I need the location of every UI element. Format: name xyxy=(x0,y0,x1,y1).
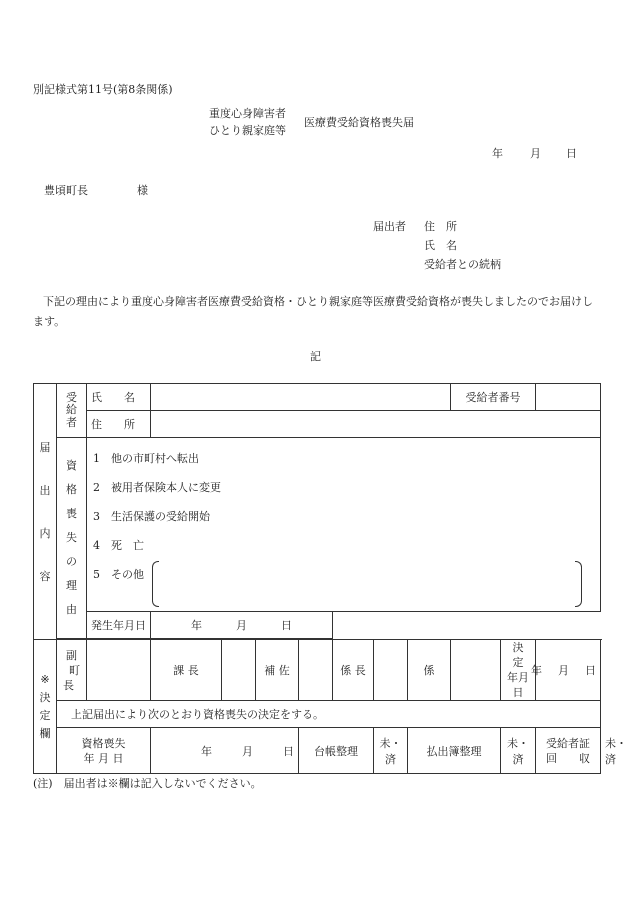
addressee: 豊頃町長 xyxy=(44,184,88,197)
payment-ledger-status[interactable]: 未・済 xyxy=(501,728,536,774)
section-label: 届 出 内 容 xyxy=(34,384,57,640)
vice-mayor-stamp[interactable] xyxy=(87,640,151,701)
loss-date-field[interactable]: 年 月 日 xyxy=(151,728,299,774)
address-field[interactable] xyxy=(151,411,601,438)
staff-stamp[interactable] xyxy=(451,640,501,701)
name-field[interactable] xyxy=(151,384,451,411)
subsection-chief-label: 係 長 xyxy=(333,640,374,701)
recipient-label: 受 給 者 xyxy=(57,384,87,438)
page-title: 医療費受給資格喪失届 xyxy=(304,116,414,129)
staff-label: 係 xyxy=(408,640,451,701)
date-month: 月 xyxy=(530,147,541,160)
reason-item[interactable]: 2 被用者保険本人に変更 xyxy=(93,481,221,494)
title-line2: ひとり親家庭等 xyxy=(209,124,286,137)
notifier-relation-label: 受給者との続柄 xyxy=(424,258,501,271)
ledger-label: 台帳整理 xyxy=(299,728,374,774)
section-chief-stamp[interactable] xyxy=(222,640,256,701)
reason-label: 資 格 喪 失 の 理 由 xyxy=(57,438,87,639)
section-chief-label: 課 長 xyxy=(151,640,222,701)
date-year: 年 xyxy=(492,147,503,160)
ledger-status[interactable]: 未・済 xyxy=(374,728,408,774)
vice-mayor-label: 副 町 長 xyxy=(57,640,87,701)
name-label: 氏 名 xyxy=(87,384,151,411)
reason-item[interactable]: 1 他の市町村へ転出 xyxy=(93,452,199,465)
recipient-number-label: 受給者番号 xyxy=(451,384,536,411)
payment-ledger-label: 払出簿整理 xyxy=(408,728,501,774)
address-label: 住 所 xyxy=(87,411,151,438)
notifier-name-label: 氏 名 xyxy=(424,239,457,252)
decision-text: 上記届出により次のとおり資格喪失の決定をする。 xyxy=(57,701,601,728)
decision-date-field[interactable]: 年 月 日 xyxy=(536,640,601,701)
blank-cell xyxy=(333,612,601,639)
cert-return-label: 受給者証 回 収 xyxy=(536,728,601,774)
occurrence-date-label: 発生年月日 xyxy=(87,612,151,639)
reason-item[interactable]: 4 死 亡 xyxy=(93,539,144,552)
form-number: 別記様式第11号(第8条関係) xyxy=(33,83,173,96)
other-reason-bracket[interactable] xyxy=(152,561,582,607)
honorific: 様 xyxy=(137,184,148,197)
subsection-chief-stamp[interactable] xyxy=(374,640,408,701)
assistant-label: 補 佐 xyxy=(256,640,299,701)
notifier-address-label: 住 所 xyxy=(424,220,457,233)
body-text: 下記の理由により重度心身障害者医療費受給資格・ひとり親家庭等医療費受給資格が喪失しましたのでお届けします。 xyxy=(33,295,593,328)
assistant-stamp[interactable] xyxy=(299,640,333,701)
ki-label: 記 xyxy=(310,350,321,363)
notification-table: 届 出 内 容 受 給 者 氏 名 受給者番号 住 所 資 格 喪 失 の 理 由 1 他の市町村へ転出 2 被用者保険本人に変更 3 生活保護の受給開始 4 死 亡 5 その他 発生年月日 年 月 日 ※ 決 定 欄 副 町 長 課 長 補 佐 係 長 係 決 定 年月日 年 月 日 上記届出により次のとおり資格喪失の決定をする。 資格喪失 年 月 日 年 月 日 台帳整理 未・済 払出簿整理 未・済 受給者証 回 収 未・済 xyxy=(33,383,601,774)
recipient-number-field[interactable] xyxy=(536,384,601,411)
loss-date-label: 資格喪失 年 月 日 xyxy=(57,728,151,774)
notifier-label: 届出者 xyxy=(373,220,406,233)
decision-label: ※ 決 定 欄 xyxy=(34,640,57,774)
title-group xyxy=(209,105,286,139)
date-day: 日 xyxy=(566,147,577,160)
footnote: (注) 届出者は※欄は記入しないでください。 xyxy=(33,777,262,790)
occurrence-date-field[interactable]: 年 月 日 xyxy=(151,612,333,639)
title-line1: 重度心身障害者 xyxy=(209,107,286,120)
reason-item[interactable]: 3 生活保護の受給開始 xyxy=(93,510,210,523)
reason-item[interactable]: 5 その他 xyxy=(93,568,144,581)
decision-date-label: 決 定 年月日 xyxy=(501,640,536,701)
